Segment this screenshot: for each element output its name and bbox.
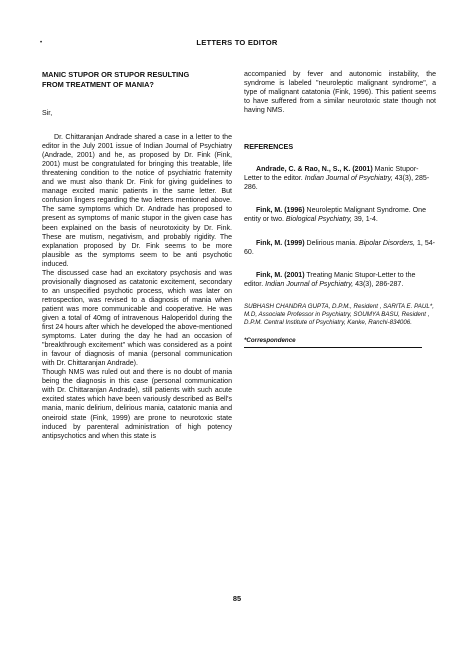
right-column — [244, 70, 436, 348]
reference-item — [244, 165, 436, 192]
letter-title-line-1: MANIC STUPOR OR STUPOR RESULTING — [42, 70, 190, 79]
reference-item — [244, 271, 436, 289]
reference-details: 1, 54-60. — [244, 239, 436, 256]
reference-journal: Indian Journal of Psychiatry, — [304, 175, 393, 183]
reference-journal: Biological Psychiatry, — [285, 216, 352, 224]
reference-authors: Andrade, C. & Rao, N., S., K. (2001) — [256, 166, 373, 174]
divider-line — [244, 347, 422, 348]
reference-journal: Indian Journal of Psychiatry, — [265, 280, 354, 288]
reference-title: Treating Manic Stupor-Letter to the editor. — [244, 271, 416, 288]
reference-details: 43(3), 286-287. — [353, 280, 404, 288]
bullet-mark: • — [40, 40, 43, 46]
references-heading: REFERENCES — [244, 142, 294, 152]
reference-title: Delirious mania. — [304, 239, 360, 247]
paragraph-1: Dr. Chittaranjan Andrade shared a case in a letter to the editor in the July 2001 issue of Indian Journal of Psychiatry (Andrade, 2001) and he, as proposed by Dr. Fink (Fink, 2001) must be congratulated for bringing this treatable, life threatening condition to the notice of psychiatric fraternity and we must also thank Dr. Fink for giving guidelines to manage excited manic patients in the same letter. But confusion lingers regarding the two letters mentioned above. The same symptoms which Dr. Andrade has proposed to present as symptoms of manic stupor in the given case has been explained on the basis of neurotoxicity by Dr. Fink. These are mutism, negativism, and probably rigidity. The explanation proposed by Dr. Fink seems to be more plausible as the symptoms seem to be anti psychotic induced. — [42, 134, 232, 268]
reference-authors: Fink, M. (1996) — [256, 207, 305, 215]
paragraph-4: accompanied by fever and autonomic instability, the syndrome is labeled "neuroleptic malignant syndrome", a type of malignant catatonia (Fink, 1996). This patient seems to have suffered from a similar neurotoxic state though not having NMS. — [244, 71, 436, 115]
reference-journal: Bipolar Disorders, — [359, 239, 416, 247]
page-number: 85 — [232, 594, 242, 603]
author-signature: SUBHASH CHANDRA GUPTA, D.P.M., Resident , SARITA E. PAUL*, M.D, Associate Professor in Psychiatry, SOUMYA BASU, Resident , D.P.M. Central Institute of Psychiatry, Kanke, Ranchi-834006. — [244, 302, 434, 326]
reference-title: Manic Stupor-Letter to the editor. — [244, 166, 419, 183]
reference-item — [244, 239, 436, 257]
correspondence-note: *Correspondence — [244, 336, 296, 344]
letter-title-line-2: FROM TREATMENT OF MANIA? — [42, 80, 154, 89]
paragraph-2: The discussed case had an excitatory psychosis and was provisionally diagnosed as catatonic excitement, secondary to an unspecified psychotic process, which was later on retrospection, was revised to a diagnosis of mania when patient was more communicable and cooperative. He was given a total of 40mg of intravenous Haloperidol during the first 24 hours after which he developed the above-mentioned symptoms. Later during the day he had an occasion of "breakthrough excitement" which was considered as a point in favour of diagnosis of mania (personal communication with Dr. Chittaranjan Andrade). — [42, 269, 232, 368]
page-header: LETTERS TO EDITOR — [196, 38, 278, 47]
salutation: Sir, — [42, 110, 53, 117]
reference-title: Neuroleptic Malignant Syndrome. One entity or two. — [244, 207, 426, 224]
reference-item — [244, 206, 436, 224]
reference-authors: Fink, M. (1999) — [256, 239, 305, 247]
reference-details: 39, 1-4. — [351, 216, 378, 224]
reference-details: 43(3), 285-286. — [244, 175, 430, 192]
paragraph-3: Though NMS was ruled out and there is no doubt of mania being the diagnosis in this case (personal communication with Dr. Chittaranjan Andrade), still patients with such acute excited states which have been variously described as Bell's mania, manic delirium, delirious mania, catatonic mania and oneiroid state (Fink, 1999) are prone to neurotoxic state induced by parenteral administration of high potency antipsychotics and when this state is — [42, 369, 232, 440]
left-column — [42, 70, 232, 441]
reference-authors: Fink, M. (2001) — [256, 271, 305, 279]
